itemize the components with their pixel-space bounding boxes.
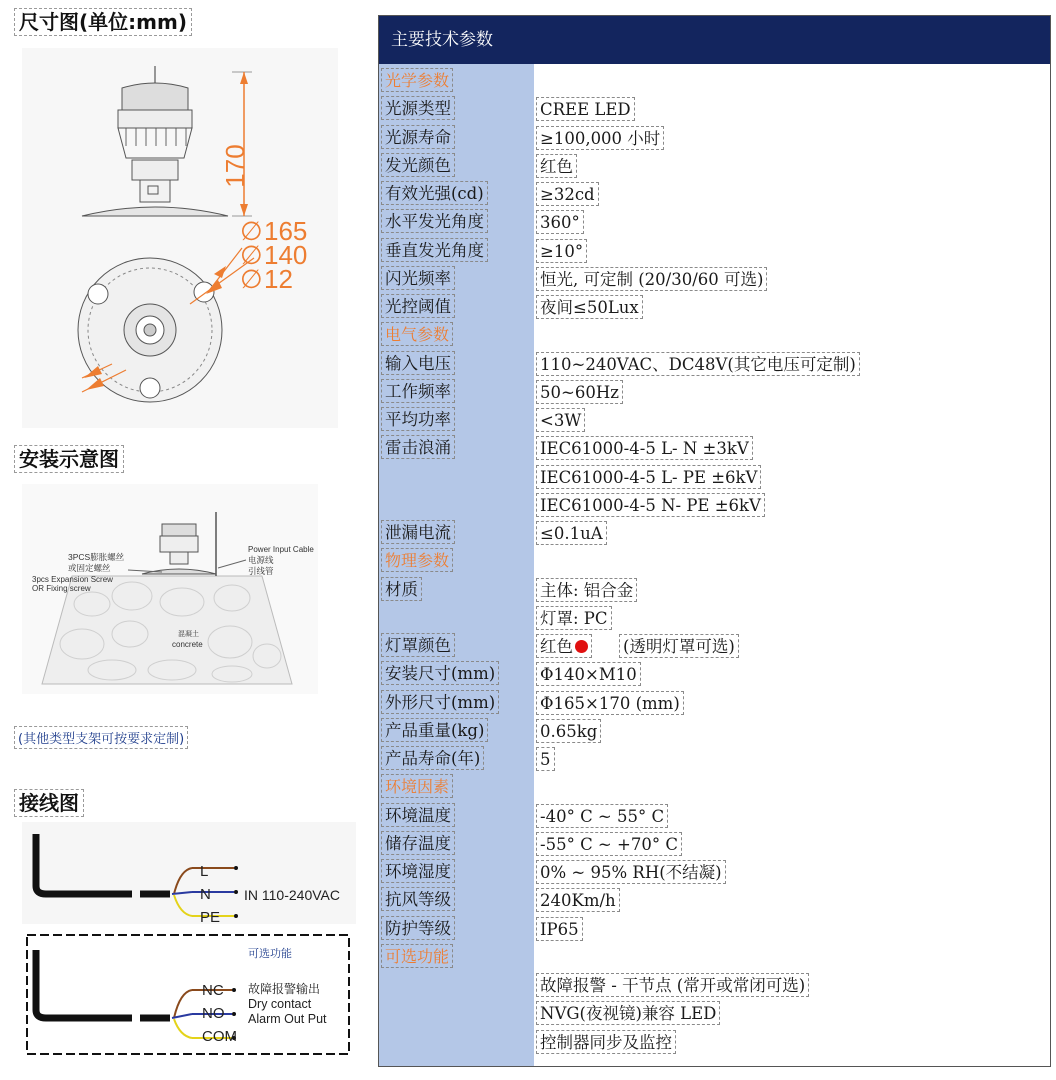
param-value <box>536 888 620 912</box>
param-value <box>536 832 682 856</box>
param-value <box>536 493 765 517</box>
param-label: 安装尺寸(mm) <box>381 661 499 685</box>
svg-text:∅: ∅ <box>240 264 263 294</box>
param-value <box>536 973 809 997</box>
param-label: 灯罩颜色 <box>381 633 455 657</box>
red-color-dot-icon <box>575 640 588 653</box>
param-value <box>536 860 726 884</box>
screw-label-en-2: OR Fixing screw <box>32 584 91 593</box>
cable-label-cn-1: 电源线 <box>248 555 274 565</box>
param-value <box>536 1030 676 1054</box>
param-value <box>536 691 684 715</box>
wire-no-label: NO <box>202 1005 225 1022</box>
param-value-text: CREE LED <box>540 100 631 120</box>
param-label: 光源类型 <box>381 96 455 120</box>
height-dimension: 170 <box>220 144 250 188</box>
param-value-text: -40° C ~ 55° C <box>540 806 665 826</box>
param-value-text: 0% ~ 95% RH(不结凝) <box>540 863 722 882</box>
param-label: 光控阈值 <box>381 294 455 318</box>
param-label: 材质 <box>381 577 422 601</box>
param-value <box>536 295 643 319</box>
screw-label-cn-1: 3PCS膨胀螺丝 <box>68 552 125 562</box>
param-value-text: ≥10° <box>540 241 584 261</box>
param-value-text: Φ165×170 (mm) <box>540 693 680 713</box>
param-value-text: <3W <box>540 411 582 430</box>
screw-label-cn-2: 或固定螺丝 <box>68 563 111 573</box>
param-label: 雷击浪涌 <box>381 435 455 459</box>
wire-n-label: N <box>200 886 211 903</box>
param-value <box>536 380 623 404</box>
install-title: 安装示意图 <box>14 445 124 473</box>
param-label: 环境湿度 <box>381 859 455 883</box>
param-label: 产品寿命(年) <box>381 746 484 770</box>
param-label: 有效光强(cd) <box>381 181 488 205</box>
param-value <box>536 521 607 545</box>
param-value-text: -55° C ~ +70° C <box>540 834 678 854</box>
param-value-text: 夜间≤50Lux <box>540 298 639 317</box>
input-voltage-label: IN 110-240VAC <box>244 887 340 903</box>
alarm-label-en-1: Dry contact <box>248 997 312 1011</box>
param-value-text: ≤0.1uA <box>540 524 603 543</box>
param-label: 环境温度 <box>381 803 455 827</box>
param-value-text: 5 <box>540 750 551 769</box>
param-value-text: 故障报警 - 干节点 (常开或常闭可选) <box>540 976 806 995</box>
param-label: 平均功率 <box>381 407 455 431</box>
diameter-140: 140 <box>264 240 308 270</box>
param-value-text: 240Km/h <box>540 891 616 911</box>
param-label: 外形尺寸(mm) <box>381 690 499 714</box>
diameter-165: 165 <box>264 216 308 246</box>
custom-bracket-note: (其他类型支架可按要求定制) <box>14 726 188 749</box>
param-value <box>536 662 641 686</box>
param-value-text: 红色 <box>540 156 573 176</box>
dimension-title: 尺寸图(单位:mm) <box>14 8 192 36</box>
param-label: 水平发光角度 <box>381 209 488 233</box>
param-value <box>536 1001 720 1025</box>
param-value <box>536 719 601 743</box>
param-value-text: IEC61000-4-5 L- PE ±6kV <box>540 467 758 487</box>
param-label: 产品重量(kg) <box>381 718 488 742</box>
param-label: 泄漏电流 <box>381 520 455 544</box>
param-value-text: 110~240VAC、DC48V(其它电压可定制) <box>540 354 856 374</box>
diameter-12: 12 <box>264 264 293 294</box>
svg-text:∅: ∅ <box>240 240 263 270</box>
param-value <box>536 154 577 178</box>
param-value <box>536 97 635 121</box>
param-value <box>536 182 599 206</box>
param-value <box>536 352 860 376</box>
param-value-text: IEC61000-4-5 N- PE ±6kV <box>540 495 761 515</box>
param-value-text: 360° <box>540 213 580 233</box>
alarm-label-cn: 故障报警输出 <box>248 982 321 996</box>
section-header: 环境因素 <box>381 774 453 798</box>
param-value <box>536 436 753 460</box>
param-label: 垂直发光角度 <box>381 238 488 262</box>
param-value-text: 红色 <box>540 637 573 656</box>
param-label: 闪光频率 <box>381 266 455 290</box>
concrete-label-cn: 混凝土 <box>178 631 199 638</box>
param-value <box>536 239 587 263</box>
param-value-text: 恒光, 可定制 (20/30/60 可选) <box>540 269 764 289</box>
param-label: 发光颜色 <box>381 153 455 177</box>
param-label: 光源寿命 <box>381 125 455 149</box>
param-label: 工作频率 <box>381 379 455 403</box>
dimension-drawing <box>22 48 338 428</box>
wire-pe-label: PE <box>200 909 221 926</box>
param-value <box>536 804 668 828</box>
section-header: 物理参数 <box>381 548 453 572</box>
param-label: 防护等级 <box>381 916 455 940</box>
param-label: 储存温度 <box>381 831 455 855</box>
param-value-text: NVG(夜视镜)兼容 LED <box>540 1004 717 1024</box>
wire-nc-label: NC <box>202 982 224 999</box>
param-value <box>536 606 612 630</box>
param-value <box>536 634 592 658</box>
wiring-diagram <box>22 822 356 1066</box>
param-label: 输入电压 <box>381 351 455 375</box>
cable-label-en: Power Input Cable <box>248 545 314 554</box>
param-value <box>536 747 555 771</box>
param-value-text: IP65 <box>540 919 579 939</box>
param-value-text: 50~60Hz <box>540 382 619 402</box>
spec-table-title: 主要技术参数 <box>379 16 1050 64</box>
param-value <box>536 126 664 150</box>
concrete-label-en: concrete <box>172 640 203 649</box>
section-header: 电气参数 <box>381 322 453 346</box>
section-header: 可选功能 <box>381 944 453 968</box>
alarm-label-en-2: Alarm Out Put <box>248 1012 327 1026</box>
wire-com-label: COM <box>202 1028 237 1045</box>
param-value <box>536 267 767 291</box>
param-value <box>536 917 583 941</box>
param-value-text: 控制器同步及监控 <box>540 1032 672 1052</box>
param-value <box>536 408 585 432</box>
param-value-text: Φ140×M10 <box>540 665 637 685</box>
screw-label-en-1: 3pcs Expansion Screw <box>32 575 113 584</box>
param-value <box>536 578 637 602</box>
install-diagram <box>22 484 318 694</box>
svg-text:∅: ∅ <box>240 216 263 246</box>
param-value-text: 主体: 铝合金 <box>540 580 634 600</box>
param-value-text: IEC61000-4-5 L- N ±3kV <box>540 439 749 459</box>
param-value-extra: (透明灯罩可选) <box>619 634 739 658</box>
param-value <box>536 465 761 489</box>
section-header: 光学参数 <box>381 68 453 92</box>
param-value <box>536 210 584 234</box>
wire-l-label: L <box>200 863 209 880</box>
param-label: 抗风等级 <box>381 887 455 911</box>
param-value-text: ≥100,000 小时 <box>540 128 661 148</box>
cable-label-cn-2: 引线管 <box>248 566 274 576</box>
wiring-title: 接线图 <box>14 789 84 817</box>
param-value-text: 灯罩: PC <box>540 608 608 628</box>
spec-table <box>378 15 1051 1067</box>
param-value-text: ≥32cd <box>540 185 595 204</box>
param-value-text: 0.65kg <box>540 721 598 741</box>
optional-function-label: 可选功能 <box>248 948 292 960</box>
